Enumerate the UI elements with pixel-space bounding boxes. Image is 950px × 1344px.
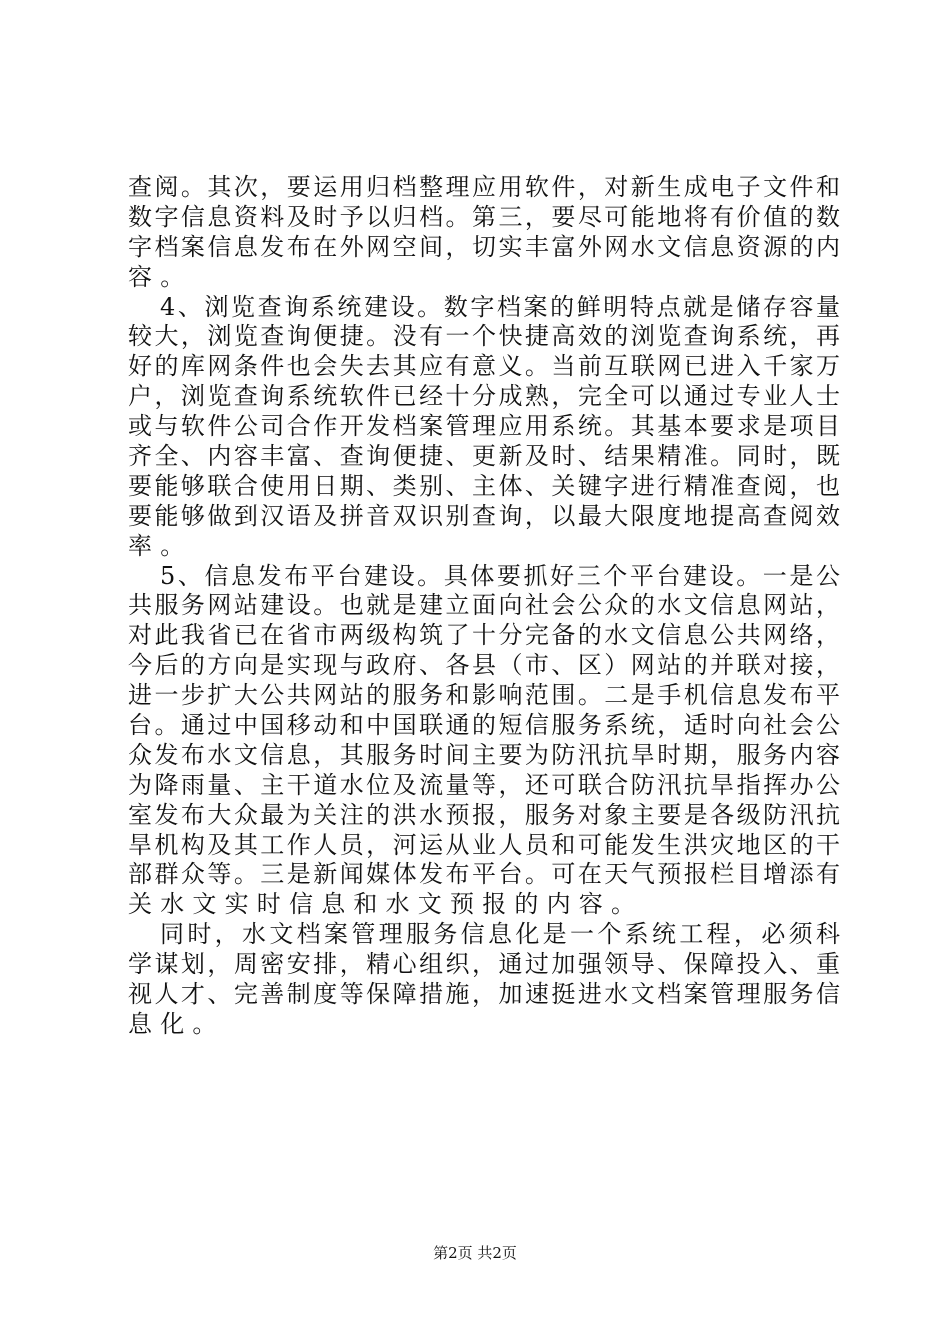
paragraph xyxy=(128,173,840,293)
text-line: 率。 xyxy=(128,531,193,560)
text-line: 要能够做到汉语及拼音双识别查询，以最大限度地提高查阅效 xyxy=(128,501,840,530)
text-line: 众发布水文信息，其服务时间主要为防汛抗旱时期，服务内容 xyxy=(128,740,840,769)
text-line: 齐全、内容丰富、查询便捷、更新及时、结果精准。同时，既 xyxy=(128,442,840,471)
paragraph xyxy=(128,293,840,562)
text-line: 学谋划，周密安排，精心组织，通过加强领导、保障投入、重 xyxy=(128,950,840,979)
text-line: 息化。 xyxy=(128,1009,225,1038)
text-line: 室发布大众最为关注的洪水预报，服务对象主要是各级防汛抗 xyxy=(128,800,840,829)
text-line: 要能够联合使用日期、类别、主体、关键字进行精准查阅，也 xyxy=(128,471,840,500)
text-line: 字档案信息发布在外网空间，切实丰富外网水文信息资源的内 xyxy=(128,232,840,261)
text-line: 容。 xyxy=(128,262,193,291)
text-line: 查阅。其次，要运用归档整理应用软件，对新生成电子文件和 xyxy=(128,173,840,201)
text-line: 共服务网站建设。也就是建立面向社会公众的水文信息网站， xyxy=(128,591,840,620)
text-line: 进一步扩大公共网站的服务和影响范围。二是手机信息发布平 xyxy=(128,681,840,710)
paragraph xyxy=(128,562,840,921)
text-line: 今后的方向是实现与政府、各县（市、区）网站的并联对接， xyxy=(128,651,840,680)
text-line: 为降雨量、主干道水位及流量等，还可联合防汛抗旱指挥办公 xyxy=(128,770,840,799)
page-number-footer: 第2页 共2页 xyxy=(433,1244,517,1262)
text-line: 户，浏览查询系统软件已经十分成熟，完全可以通过专业人士 xyxy=(128,382,840,411)
text-line: 旱机构及其工作人员，河运从业人员和可能发生洪灾地区的干 xyxy=(128,830,840,859)
text-line: 较大，浏览查询便捷。没有一个快捷高效的浏览查询系统，再 xyxy=(128,322,840,351)
document-body xyxy=(128,173,840,1040)
paragraph xyxy=(128,920,840,1040)
text-line: 5、信息发布平台建设。具体要抓好三个平台建设。一是公 xyxy=(160,561,840,590)
text-line: 对此我省已在省市两级构筑了十分完备的水文信息公共网络， xyxy=(128,621,840,650)
text-line: 台。通过中国移动和中国联通的短信服务系统，适时向社会公 xyxy=(128,711,840,740)
text-line: 4、浏览查询系统建设。数字档案的鲜明特点就是储存容量 xyxy=(160,292,840,321)
text-line: 关水文实时信息和水文预报的内容。 xyxy=(128,890,644,919)
text-line: 视人才、完善制度等保障措施，加速挺进水文档案管理服务信 xyxy=(128,980,840,1009)
text-line: 同时，水文档案管理服务信息化是一个系统工程，必须科 xyxy=(160,920,840,949)
text-line: 数字信息资料及时予以归档。第三，要尽可能地将有价值的数 xyxy=(128,202,840,231)
text-line: 或与软件公司合作开发档案管理应用系统。其基本要求是项目 xyxy=(128,412,840,441)
text-line: 部群众等。三是新闻媒体发布平台。可在天气预报栏目增添有 xyxy=(128,860,840,889)
text-line: 好的库网条件也会失去其应有意义。当前互联网已进入千家万 xyxy=(128,352,840,381)
